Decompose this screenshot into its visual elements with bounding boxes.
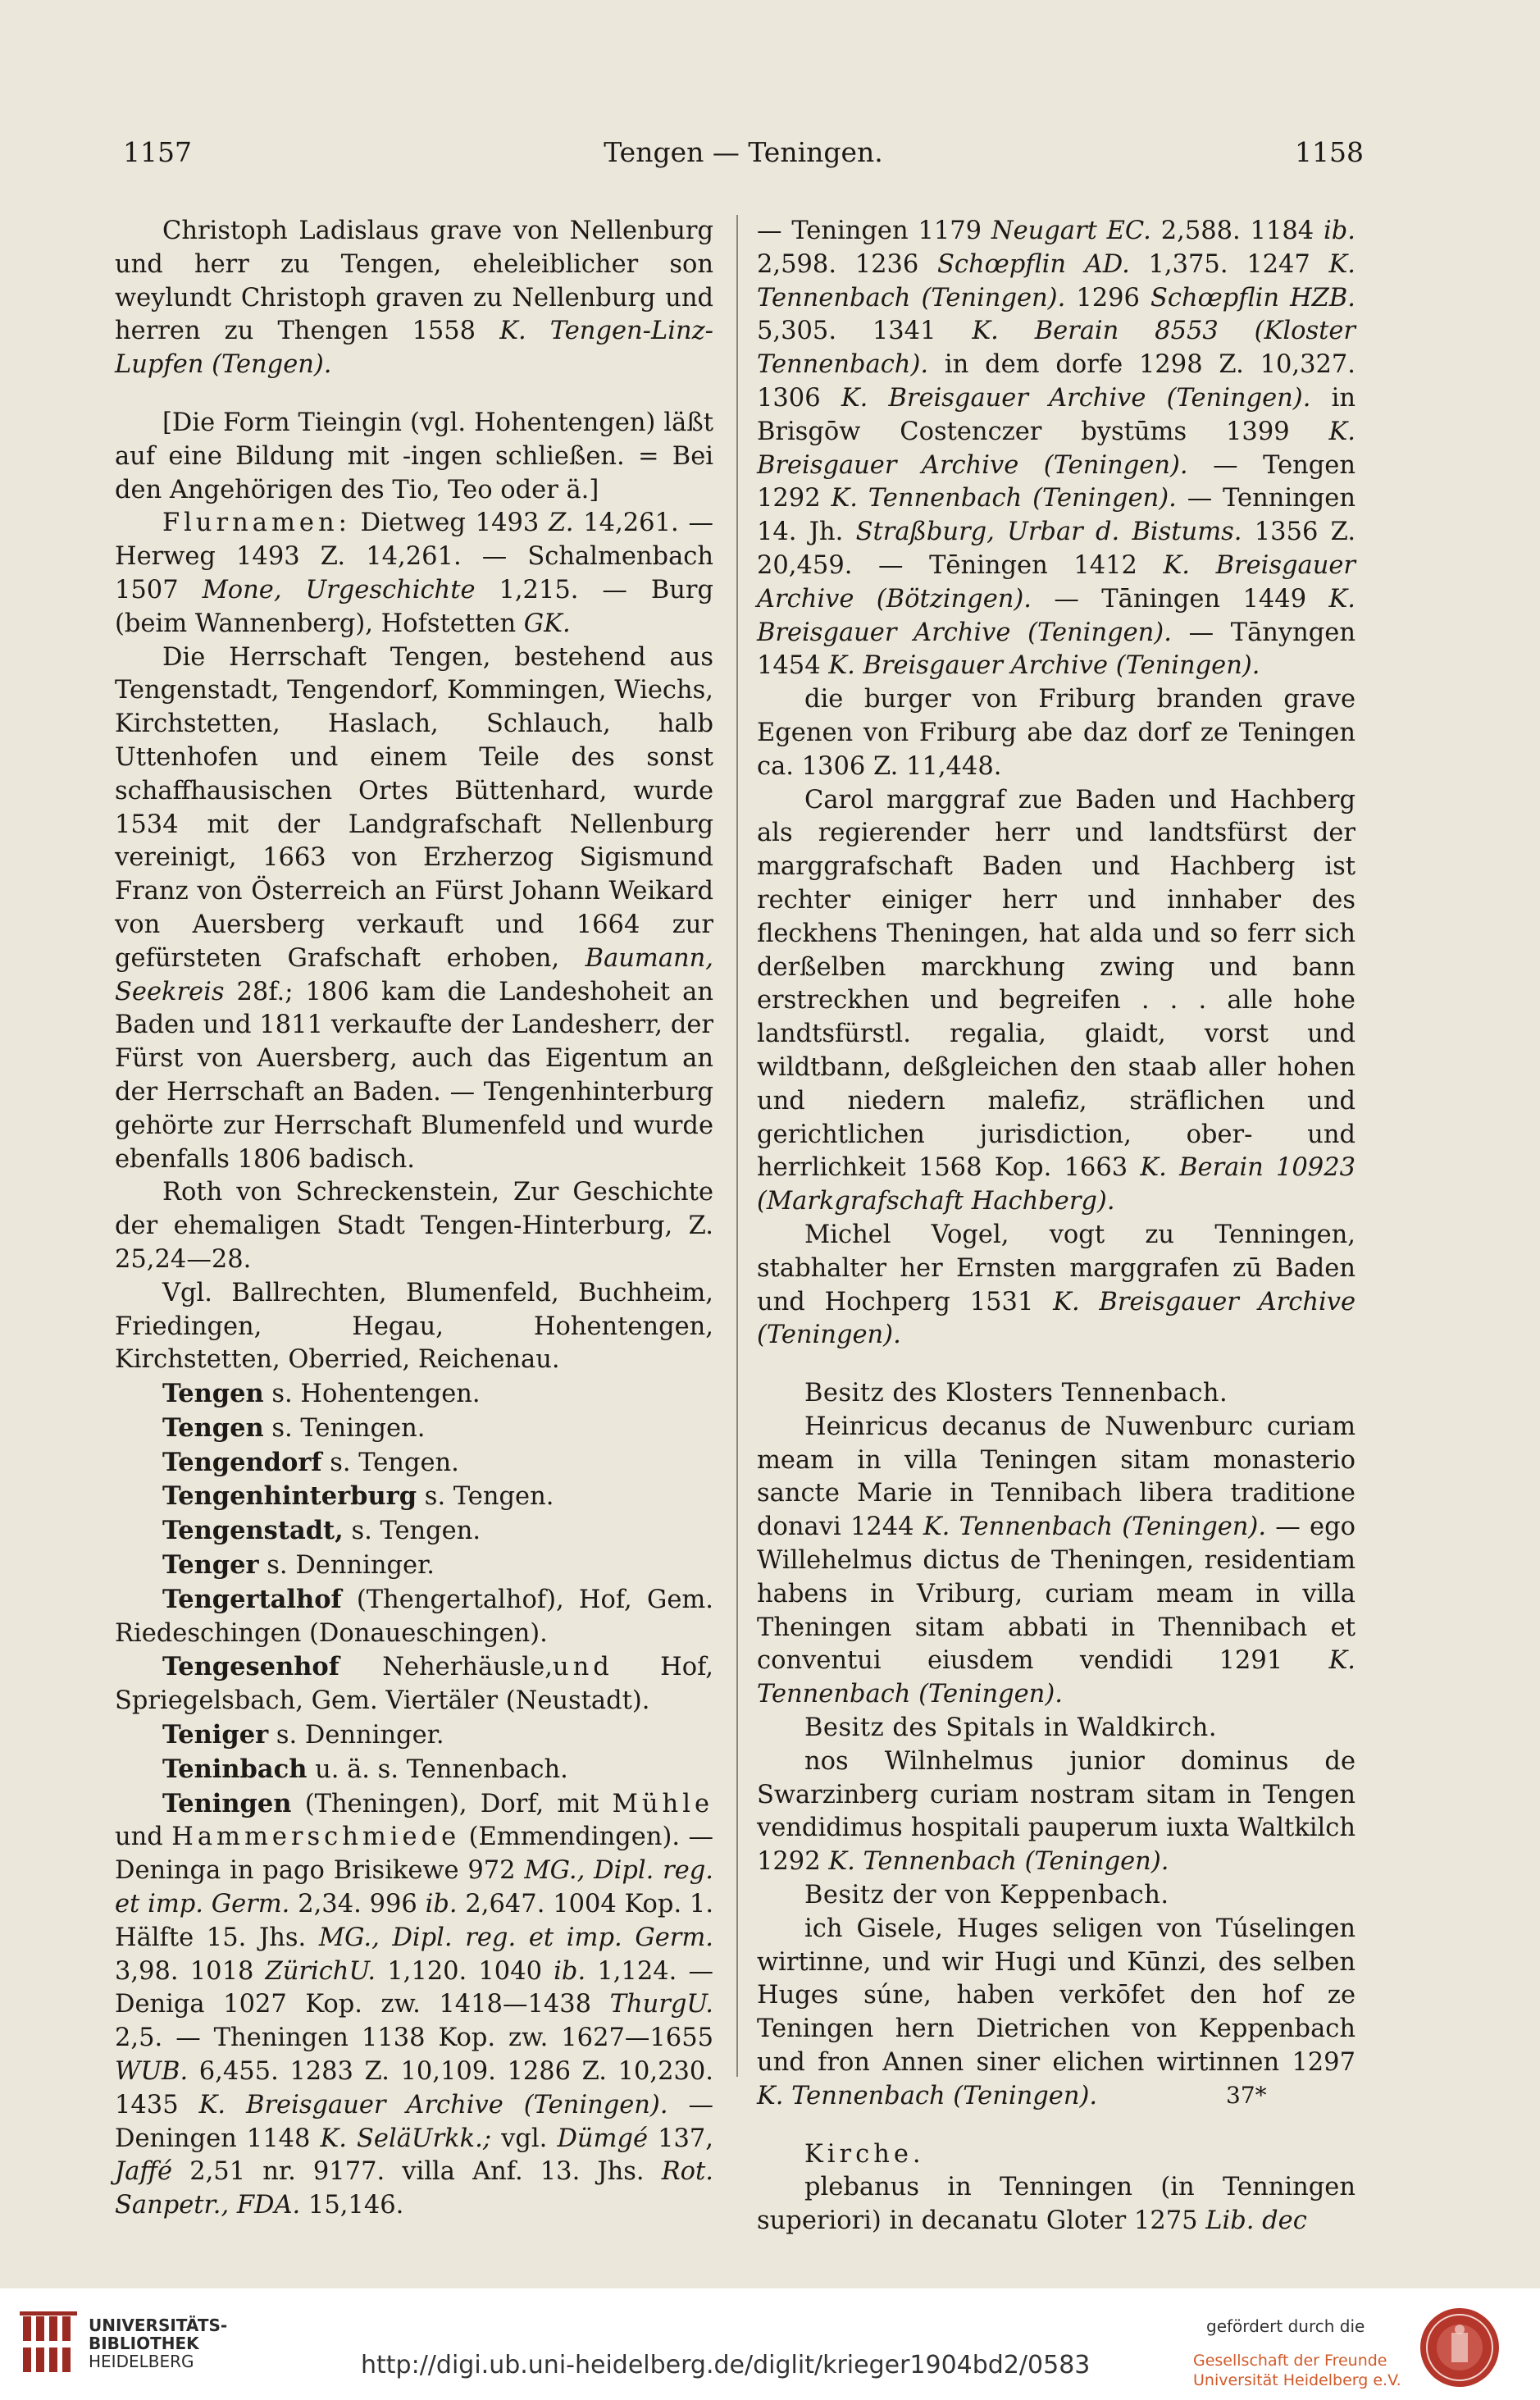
literature-reference: Roth von Schreckenstein, Zur Geschichte der ehemaligen Stadt Tengen-Hinterburg, Z. 25,24—28. — [115, 1178, 713, 1274]
running-head — [123, 136, 1364, 177]
keyword-entry: Tengesenhof Neherhäusle,und Hof, Spriegelsbach, Gem. Viertäler (Neustadt). — [115, 1652, 713, 1716]
keyword-entry: Tengen s. Teningen. — [162, 1412, 426, 1443]
sponsor-block — [1193, 2316, 1401, 2390]
keyword-entry: Tengen s. Hohentengen. — [162, 1379, 481, 1409]
university-seal-icon — [1419, 2306, 1501, 2389]
section-heading: Besitz der von Keppenbach. — [804, 1881, 1169, 1910]
keyword-entry: Teninbach u. ä. s. Tennenbach. — [162, 1754, 568, 1784]
see-also: Vgl. Ballrechten, Blumenfeld, Buchheim, Friedingen, Hegau, Hohentengen, Kirchstetten, Oberried, Reichenau. — [115, 1278, 713, 1375]
column-divider — [736, 215, 738, 2077]
sponsor-name: Gesellschaft der Freunde Universität Heidelberg e.V. — [1193, 2352, 1401, 2389]
quote-paragraph: ich Gisele, Huges seligen von Túselingen wirtinne, und wir Hugi und Kūnzi, des selben Huges súne, haben verkōfet den hof ze Teningen hern Dietrichen von Keppenbach und fron Annen siner elichen wirtinnen 1297 K. Tennenbach (Teningen). — [757, 1914, 1355, 2110]
field-names: Flurnamen: Dietweg 1493 Z. 14,261. — Herweg 1493 Z. 14,261. — Schalmenbach 1507 Mone, Urgeschichte 1,215. — Burg (beim Wannenberg), Hofstetten GK. — [115, 509, 713, 638]
keyword-entry: Tengenhinterburg s. Tengen. — [162, 1481, 554, 1512]
digitization-footer — [0, 2288, 1540, 2400]
library-name: UNIVERSITÄTS- BIBLIOTHEK HEIDELBERG — [89, 2316, 228, 2371]
quote-paragraph: Carol marggraf zue Baden und Hachberg als regierender herr und landtsfürst der marggrafschaft Baden und Hachberg ist rechter einiger herr und innhaber des fleckhens Theningen, hat alda und so ferr sich derßelben marckhung zwing und bann erstreckhen und begreifen . . . alle hohe landtsfürstl. regalia, glaidt, vorst und wildtbann, deßgleichen den staab aller hohen und niedern malefiz, sträflichen und gerichtlichen jurisdiction, ober- und herrlichkeit 1568 Kop. 1663 K. Berain 10923 (Markgrafschaft Hachberg). — [757, 785, 1355, 1216]
entry-paragraph: Christoph Ladislaus grave von Nellenburg und herr zu Tengen, eheleiblicher son weylundt Christoph graven zu Nellenburg und herren zu Thengen 1558 K. Tengen-Linz-Lupfen (Tengen). — [115, 217, 713, 380]
section-heading: Kirche. — [804, 2139, 925, 2169]
attestations-paragraph: — Teningen 1179 Neugart EC. 2,588. 1184 ib. 2,598. 1236 Schœpflin AD. 1,375. 1247 K. Tennenbach (Teningen). 1296 Schœpflin HZB. 5,305. 1341 K. Berain 8553 (Kloster Tennenbach). in dem dorfe 1298 Z. 10,327. 1306 K. Breisgauer Archive (Teningen). in Brisgōw Costenczer bystūms 1399 K. Breisgauer Archive (Teningen). — Tengen 1292 K. Tennenbach (Teningen). — Tenningen 14. Jh. Straßburg, Urbar d. Bistums. 1356 Z. 20,459. — Tēningen 1412 K. Breisgauer Archive (Bötzingen). — Tāningen 1449 K. Breisgauer Archive (Teningen). — Tānyngen 1454 K. Breisgauer Archive (Teningen). — [757, 217, 1356, 681]
ub-logo-icon — [20, 2310, 85, 2379]
keyword-entry: Tengertalhof (Thengertalhof), Hof, Gem. Riedeschingen (Donaueschingen). — [115, 1584, 713, 1648]
page-number-left: 1157 — [123, 136, 192, 168]
right-column — [757, 215, 1355, 2238]
sponsor-label: gefördert durch die — [1206, 2316, 1365, 2336]
keyword-entry: Teniger s. Denninger. — [162, 1720, 444, 1750]
left-column — [115, 215, 713, 2223]
etymology-note: [Die Form Tieingin (vgl. Hohentengen) läßt auf eine Bildung mit -ingen schließen. = Bei den Angehörigen des Tio, Teo oder ä.] — [115, 408, 713, 504]
page-number-right: 1158 — [1295, 136, 1364, 168]
quote-paragraph: die burger von Friburg branden grave Egenen von Friburg abe daz dorf ze Teningen ca. 1306 Z. 11,448. — [757, 685, 1355, 781]
quote-paragraph: plebanus in Tenningen (in Tenningen superiori) in decanatu Gloter 1275 Lib. dec — [757, 2173, 1355, 2236]
history-paragraph: Die Herrschaft Tengen, bestehend aus Tengenstadt, Tengendorf, Kommingen, Wiechs, Kirchstetten, Haslach, Schlauch, halb Uttenhofen und einem Teile des sonst schaffhausischen Ortes Büttenhard, wurde 1534 mit der Landgrafschaft Nellenburg vereinigt, 1663 von Erzherzog Sigismund Franz von Österreich an Fürst Johann Weikard von Auersberg verkauft und 1664 zur gefürsteten Grafschaft erhoben, Baumann, Seekreis 28f.; 1806 kam die Landeshoheit an Baden und 1811 verkaufte der Landesherr, der Fürst von Auersberg, auch das Eigentum an der Herrschaft an Baden. — Tengenhinterburg gehörte zur Herrschaft Blumenfeld und wurde ebenfalls 1806 badisch. — [115, 642, 713, 1174]
keyword-entry: Tengenstadt, s. Tengen. — [162, 1516, 481, 1546]
quote-paragraph: Heinricus decanus de Nuwenburc curiam meam in villa Teningen sitam monasterio sancte Marie in Tennibach libera traditione donavi 1244 K. Tennenbach (Teningen). — ego Willehelmus dictus de Theningen, residentiam habens in Vriburg, curiam meam in villa Theningen sitam abbati in Thennibach et conventui eiusdem vendidi 1291 K. Tennenbach (Teningen). — [757, 1412, 1355, 1709]
quote-paragraph: Michel Vogel, vogt zu Tenningen, stabhalter her Ernsten marggrafen zū Baden und Hochperg 1531 K. Breisgauer Archive (Teningen). — [757, 1220, 1355, 1350]
section-heading: Besitz des Klosters Tennenbach. — [804, 1379, 1228, 1408]
source-url[interactable]: http://digi.ub.uni-heidelberg.de/diglit/krieger1904bd2/0583 — [361, 2351, 1091, 2379]
keyword-entry-teningen: Teningen (Theningen), Dorf, mit Mühle und Hammerschmiede (Emmendingen). — Deninga in pago Brisikewe 972 MG., Dipl. reg. et imp. Germ. 2,34. 996 ib. 2,647. 1004 Kop. 1. Hälfte 15. Jhs. MG., Dipl. reg. et imp. Germ. 3,98. 1018 ZürichU. 1,120. 1040 ib. 1,124. — Deniga 1027 Kop. zw. 1418—1438 ThurgU. 2,5. — Theningen 1138 Kop. zw. 1627—1655 WUB. 6,455. 1283 Z. 10,109. 1286 Z. 10,230. 1435 K. Breisgauer Archive (Teningen). — Deningen 1148 K. SeläUrkk.; vgl. Dümgé 137, Jaffé 2,51 nr. 9177. villa Anf. 13. Jhs. Rot. Sanpetr., FDA. 15,146. — [115, 1788, 714, 2220]
running-title: Tengen — Teningen. — [604, 136, 883, 168]
signature-mark: 37* — [1226, 2082, 1267, 2109]
keyword-entry: Tengendorf s. Tengen. — [162, 1447, 459, 1477]
keyword-entry: Tenger s. Denninger. — [162, 1550, 435, 1581]
quote-paragraph: nos Wilnhelmus junior dominus de Swarzinberg curiam nostram sitam in Tengen vendidimus hospitali pauperum iuxta Waltkilch 1292 K. Tennenbach (Teningen). — [757, 1746, 1355, 1877]
section-heading: Besitz des Spitals in Waldkirch. — [804, 1713, 1218, 1743]
